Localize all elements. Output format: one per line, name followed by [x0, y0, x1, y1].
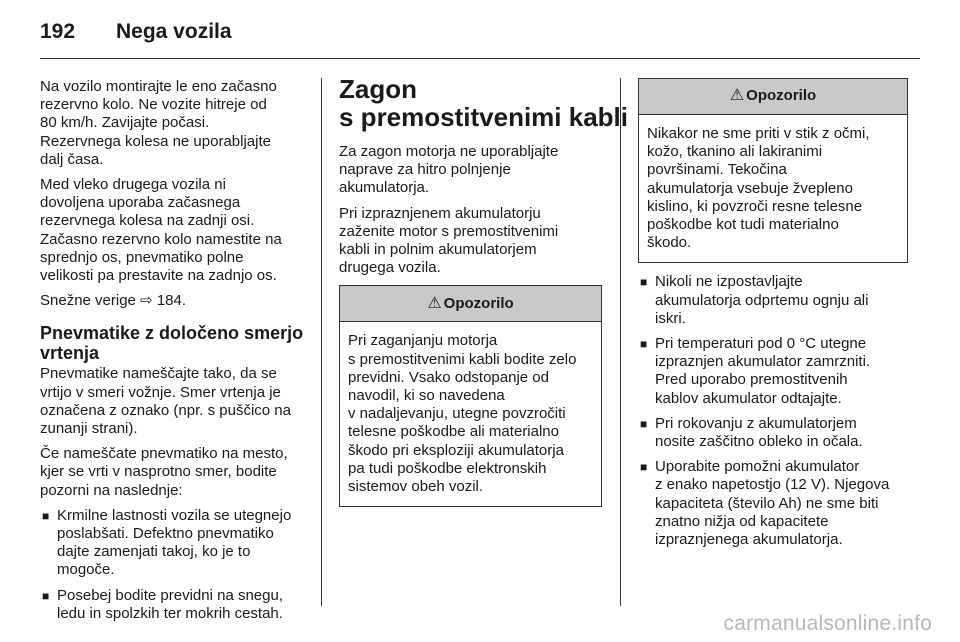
page-header — [40, 14, 232, 50]
bullet-icon: ■ — [42, 508, 50, 523]
text-line: sistemov obeh vozil. — [348, 478, 484, 496]
text-line: Krmilne lastnosti vozila se utegnejo — [57, 506, 292, 524]
list-item-text — [655, 415, 908, 451]
bullet-icon: ■ — [42, 588, 50, 603]
page-number: 192 — [40, 20, 76, 43]
warning-title: Opozorilo — [746, 87, 817, 105]
text-line: ledu in spolzkih ter mokrih cestah. — [57, 604, 283, 622]
text-line: rezervno kolo. Ne vozite hitreje od — [40, 96, 267, 114]
text-line: označena z oznako (npr. s puščico na — [40, 401, 291, 419]
text-line: Na vozilo montirajte le eno začasno — [40, 78, 277, 95]
text-line: Če nameščate pnevmatiko na mesto, — [40, 445, 288, 463]
text-line: navodil, ki so navedena — [348, 387, 505, 405]
list-item-text — [655, 273, 908, 328]
list-item-text — [57, 507, 302, 580]
text-line: vrtenja — [40, 343, 100, 364]
text-line: poškodbe kot tudi materialno — [647, 216, 839, 234]
text-line: zaženite motor s premostitvenimi — [339, 222, 559, 240]
text-line: iskri. — [655, 309, 686, 327]
reference-arrow-icon: ⇨ — [140, 292, 153, 310]
text-line: dovoljena uporaba začasnega — [40, 194, 241, 212]
list-item — [40, 587, 302, 623]
text-line: telesne poškodbe ali materialno — [348, 423, 559, 441]
chapter-heading-jump-start — [339, 74, 628, 132]
text-line: dalj časa. — [40, 150, 104, 168]
text-line: drugega vozila. — [339, 259, 441, 277]
list-item-text — [655, 335, 908, 408]
warning-text — [340, 322, 601, 506]
text-line: Nikoli ne izpostavljajte — [655, 273, 803, 291]
paragraph-spare-wheel — [40, 78, 302, 169]
warning-box-battery-acid — [638, 78, 908, 263]
text-line: nosite zaščitno obleko in očala. — [655, 433, 863, 451]
paragraph-no-fast-charger — [339, 143, 602, 198]
text-line: Pri zaganjanju motorja — [348, 332, 498, 350]
text-line: vrtijo v smeri vožnje. Smer vrtenja je — [40, 383, 281, 401]
text-line: Začasno rezervno kolo namestite na — [40, 230, 282, 248]
text-line: Med vleko drugega vozila ni — [40, 176, 226, 194]
text-line: z enako napetostjo (12 V). Njegova — [655, 476, 890, 494]
text-line: Pri rokovanju z akumulatorjem — [655, 414, 857, 432]
text-line: akumulatorja odprtemu ognju ali — [655, 291, 869, 309]
text-line: previdni. Vsako odstopanje od — [348, 368, 549, 386]
text-line: kjer se vrti v nasprotno smer, bodite — [40, 463, 277, 481]
warning-triangle-icon: ⚠ — [427, 294, 442, 312]
text-line: akumulatorja. — [339, 179, 430, 197]
snow-chains-page-link[interactable]: 184. — [156, 292, 187, 310]
text-line: kožo, tkanino ali lakiranimi — [647, 143, 823, 161]
text-line: s premostitvenimi kabli — [339, 102, 628, 132]
text-line: s premostitvenimi kabli bodite zelo — [348, 350, 577, 368]
snow-chains-reference — [40, 292, 302, 310]
text-line: akumulatorja vsebuje žvepleno — [647, 179, 853, 197]
list-item — [638, 335, 908, 408]
text-line: Pred uporabo premostitvenih — [655, 371, 848, 389]
column-right — [638, 78, 908, 556]
text-line: škodo. — [647, 234, 692, 252]
column-divider — [620, 78, 621, 606]
warning-text — [639, 115, 907, 262]
text-line: 80 km/h. Zavijajte počasi. — [40, 114, 210, 132]
warning-title: Opozorilo — [443, 294, 514, 312]
warning-box-jump-start — [339, 285, 602, 507]
text-line: naprave za hitro polnjenje — [339, 161, 511, 179]
paragraph-towing — [40, 176, 302, 285]
header-divider — [40, 58, 920, 59]
warning-header — [340, 286, 601, 322]
bullet-icon: ■ — [640, 337, 648, 352]
text-line: sprednjo os, pnevmatiko polne — [40, 248, 244, 266]
paragraph-rotation-direction — [40, 365, 302, 438]
text-line: kapaciteta (število Ah) ne sme biti — [655, 494, 879, 512]
text-line: kablov akumulator odtajajte. — [655, 389, 842, 407]
bullet-icon: ■ — [640, 416, 648, 431]
list-item-text — [655, 458, 908, 549]
paragraph-opposite-direction — [40, 445, 302, 500]
text-line: zunanji strani). — [40, 420, 138, 438]
section-heading-directional-tyres — [40, 323, 302, 363]
list-item — [40, 507, 302, 580]
text-line: mogoče. — [57, 561, 115, 579]
column-left — [40, 78, 302, 630]
text-line: škodo pri eksploziji akumulatorja — [348, 441, 564, 459]
text-line: Pri temperaturi pod 0 °C utegne — [655, 335, 867, 353]
text-line: Pnevmatike nameščajte tako, da se — [40, 365, 277, 383]
bullet-list-right — [638, 273, 908, 549]
column-middle — [339, 74, 628, 517]
text-line: izpraznjen akumulator zamrzniti. — [655, 353, 871, 371]
text-line: kabli in polnim akumulatorjem — [339, 241, 537, 259]
bullet-icon: ■ — [640, 275, 648, 290]
text-line: Pnevmatike z določeno smerjo — [40, 323, 304, 344]
warning-header — [639, 79, 907, 115]
text-line: poslabšati. Defektno pnevmatiko — [57, 525, 274, 543]
text-line: pa tudi poškodbe elektronskih — [348, 459, 547, 477]
bullet-list-left — [40, 507, 302, 623]
text-line: površinami. Tekočina — [647, 161, 787, 179]
text-line: Rezervnega kolesa ne uporabljajte — [40, 132, 271, 150]
text-line: velikosti pa prestavite na zadnjo os. — [40, 267, 277, 285]
page-title: Nega vozila — [116, 20, 232, 43]
text-line: znatno nižja od kapacitete — [655, 512, 829, 530]
bullet-icon: ■ — [640, 460, 648, 475]
text-line: izpraznjenega akumulatorja. — [655, 531, 843, 549]
text-line: Posebej bodite previdni na snegu, — [57, 586, 283, 604]
text-line: Zagon — [339, 74, 417, 104]
text-line: pozorni na naslednje: — [40, 481, 183, 499]
column-divider — [321, 78, 322, 606]
text-line: dajte zamenjati takoj, ko je to — [57, 543, 251, 561]
text-line: rezervnega kolesa na zadnji osi. — [40, 212, 255, 230]
text-line: kislino, ki povzroči resne telesne — [647, 197, 863, 215]
text-line: Nikakor ne sme priti v stik z očmi, — [647, 125, 870, 142]
warning-triangle-icon: ⚠ — [729, 87, 745, 105]
list-item — [638, 458, 908, 549]
snow-chains-label: Snežne verige — [40, 292, 136, 310]
paragraph-discharged-battery — [339, 205, 602, 278]
watermark: carmanualsonline.info — [723, 612, 932, 635]
text-line: Za zagon motorja ne uporabljajte — [339, 143, 559, 160]
list-item-text — [57, 587, 302, 623]
text-line: v nadaljevanju, utegne povzročiti — [348, 405, 566, 423]
list-item — [638, 415, 908, 451]
list-item — [638, 273, 908, 328]
text-line: Uporabite pomožni akumulator — [655, 458, 860, 476]
text-line: Pri izpraznjenem akumulatorju — [339, 204, 541, 222]
